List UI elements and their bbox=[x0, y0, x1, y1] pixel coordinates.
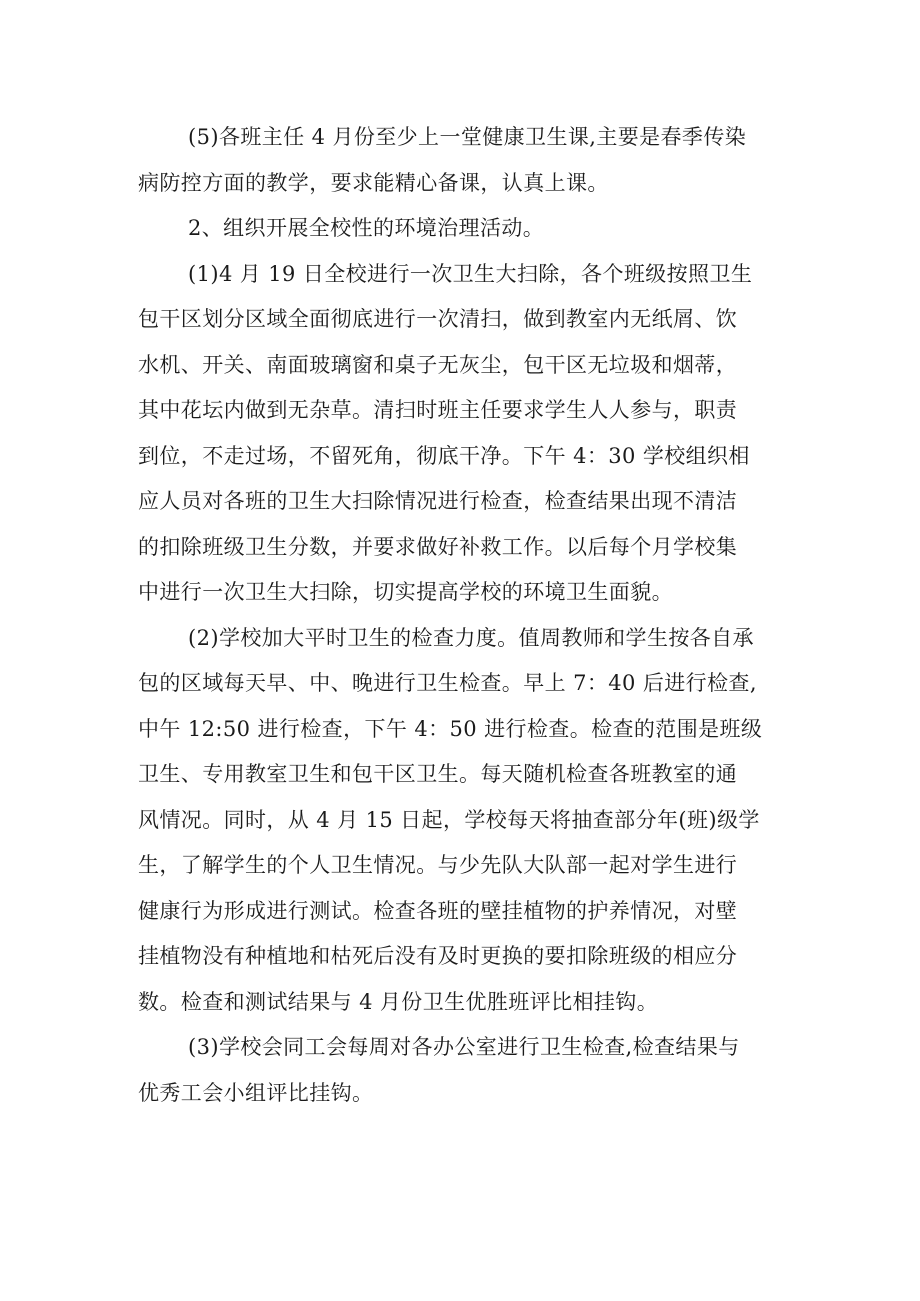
section-heading-2 bbox=[138, 206, 793, 252]
paragraph-line: (1)4 月 19 日全校进行一次卫生大扫除，各个班级按照卫生 bbox=[188, 261, 753, 286]
paragraph-line: 的扣除班级卫生分数，并要求做好补救工作。以后每个月学校集 bbox=[138, 534, 738, 559]
paragraph-line: 优秀工会小组评比挂钩。 bbox=[138, 1080, 374, 1105]
paragraph-line: 中进行一次卫生大扫除，切实提高学校的环境卫生面貌。 bbox=[138, 580, 673, 604]
paragraph-line: 其中花坛内做到无杂草。清扫时班主任要求学生人人参与，职责 bbox=[138, 398, 738, 422]
paragraph-line: 包的区域每天早、中、晚进行卫生检查。早上 7：40 后进行检查, bbox=[138, 671, 757, 695]
paragraph-line: (2)学校加大平时卫生的检查力度。值周教师和学生按各自承 bbox=[188, 625, 754, 650]
paragraph-line: 挂植物没有种植地和枯死后没有及时更换的要扣除班级的相应分 bbox=[138, 944, 738, 968]
paragraph-line: (5)各班主任 4 月份至少上一堂健康卫生课,主要是春季传染 bbox=[188, 125, 747, 149]
paragraph-line: 数。检查和测试结果与 4 月份卫生优胜班评比相挂钩。 bbox=[138, 989, 659, 1014]
paragraph-line: 生，了解学生的个人卫生情况。与少先队大队部一起对学生进行 bbox=[138, 853, 738, 877]
paragraph-line: 包干区划分区域全面彻底进行一次清扫，做到教室内无纸屑、饮 bbox=[138, 307, 738, 331]
paragraph-5-health-class bbox=[138, 115, 793, 206]
paragraph-line: 病防控方面的教学，要求能精心备课，认真上课。 bbox=[138, 170, 609, 195]
paragraph-line: 风情况。同时，从 4 月 15 日起，学校每天将抽查部分年(班)级学 bbox=[138, 807, 760, 832]
paragraph-3-office-check bbox=[138, 1025, 793, 1116]
document-body bbox=[138, 115, 793, 1116]
paragraph-line: 健康行为形成进行测试。检查各班的壁挂植物的护养情况，对壁 bbox=[138, 898, 738, 923]
paragraph-line: 卫生、专用教室卫生和包干区卫生。每天随机检查各班教室的通 bbox=[138, 762, 738, 786]
paragraph-line: (3)学校会同工会每周对各办公室进行卫生检查,检查结果与 bbox=[188, 1035, 740, 1059]
paragraph-line: 水机、开关、南面玻璃窗和桌子无灰尘，包干区无垃圾和烟蒂， bbox=[138, 352, 738, 377]
paragraph-line: 中午 12:50 进行检查，下午 4：50 进行检查。检查的范围是班级 bbox=[138, 716, 763, 741]
paragraph-line: 到位，不走过场，不留死角，彻底干净。下午 4：30 学校组织相 bbox=[138, 443, 750, 468]
paragraph-2-inspection bbox=[138, 616, 793, 1026]
paragraph-line: 应人员对各班的卫生大扫除情况进行检查，检查结果出现不清洁 bbox=[138, 489, 738, 513]
paragraph-1-cleanup bbox=[138, 252, 793, 616]
section-heading-line: 2、组织开展全校性的环境治理活动。 bbox=[188, 216, 545, 240]
